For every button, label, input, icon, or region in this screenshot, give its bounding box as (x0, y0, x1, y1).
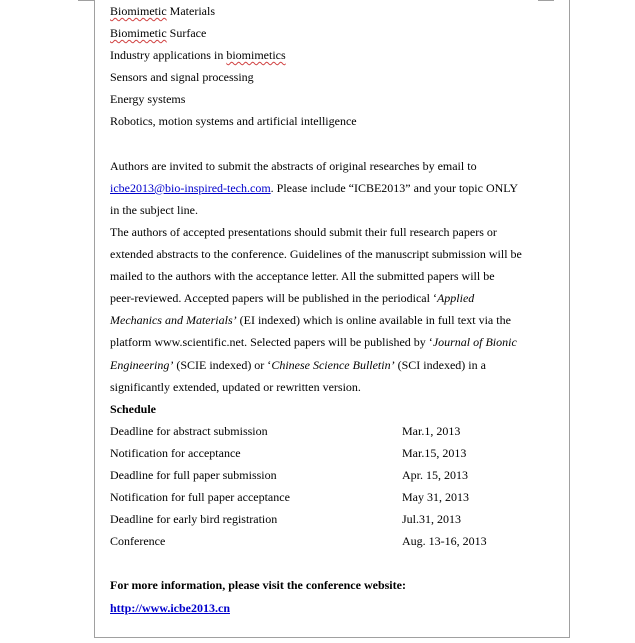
schedule-heading: Schedule (110, 401, 157, 416)
journal-title-italic: Applied (436, 291, 475, 306)
journal-title-italic: Chinese Science Bulletin’ (271, 357, 395, 372)
schedule-row (110, 530, 560, 552)
schedule-row (110, 508, 560, 530)
submission-text: peer-reviewed. Accepted papers will be published in the periodical ‘ (110, 291, 437, 306)
submission-line-4 (110, 287, 560, 309)
topic-text: Surface (166, 26, 207, 41)
schedule-label: Deadline for abstract submission (110, 423, 268, 438)
schedule-row (110, 420, 560, 442)
schedule-label: Conference (110, 534, 166, 549)
submission-line-2: extended abstracts to the conference. Guidelines of the manuscript submission will be (110, 247, 522, 262)
topic-text: Materials (166, 4, 215, 18)
invite-line-2 (110, 177, 560, 199)
schedule-date: May 31, 2013 (402, 490, 469, 505)
schedule-row (110, 464, 560, 486)
journal-title-italic: Mechanics and Materials’ (110, 313, 237, 328)
website-link[interactable]: http://www.icbe2013.cn (110, 600, 230, 615)
schedule-label: Notification for acceptance (110, 445, 241, 460)
topic-robotics: Robotics, motion systems and artificial intelligence (110, 114, 357, 129)
schedule-date: Mar.1, 2013 (402, 423, 461, 438)
schedule-date: Apr. 15, 2013 (402, 467, 468, 482)
page-corner-mark-left (78, 0, 94, 1)
invite-text: . Please include “ICBE2013” and your topic ONLY (270, 180, 519, 195)
submission-line-3: mailed to the authors with the acceptance letter. All the submitted papers will be (110, 269, 495, 284)
email-link[interactable]: icbe2013@bio-inspired-tech.com (110, 180, 271, 195)
schedule-label: Deadline for full paper submission (110, 467, 277, 482)
topic-text: Industry applications in (110, 48, 227, 63)
journal-title-italic: Journal of Bionic (432, 335, 517, 350)
schedule-row (110, 442, 560, 464)
topic-industry-applications (110, 44, 560, 66)
spellcheck-word: Biomimetic (110, 4, 167, 18)
topic-energy-systems: Energy systems (110, 92, 186, 107)
submission-line-6 (110, 331, 560, 353)
submission-text: platform www.scientific.net. Selected papers will be published by ‘ (110, 335, 433, 350)
schedule-date: Aug. 13-16, 2013 (402, 534, 487, 549)
submission-line-5 (110, 309, 560, 331)
schedule-label: Deadline for early bird registration (110, 512, 278, 527)
schedule-label: Notification for full paper acceptance (110, 490, 290, 505)
topic-biomimetic-materials (110, 0, 560, 22)
schedule-date: Jul.31, 2013 (402, 512, 462, 527)
topic-sensors: Sensors and signal processing (110, 70, 254, 85)
schedule-date: Mar.15, 2013 (402, 445, 467, 460)
website-line (110, 597, 560, 619)
invite-line-3: in the subject line. (110, 202, 198, 217)
spellcheck-word: biomimetics (226, 48, 286, 63)
more-info-text: For more information, please visit the conference website: (110, 578, 406, 593)
spellcheck-word: Biomimetic (110, 26, 167, 41)
blank-line (110, 552, 560, 574)
submission-text: (SCI indexed) in a (394, 357, 486, 372)
invite-line-1: Authors are invited to submit the abstracts of original researches by email to (110, 158, 477, 173)
submission-text: (SCIE indexed) or ‘ (173, 357, 272, 372)
submission-line-1: The authors of accepted presentations should submit their full research papers or (110, 224, 497, 239)
schedule-row (110, 486, 560, 508)
submission-line-8: significantly extended, updated or rewritten version. (110, 379, 361, 394)
submission-line-7 (110, 354, 560, 376)
document-body[interactable] (110, 0, 560, 619)
submission-text: (EI indexed) which is online available in full text via the (236, 313, 511, 328)
topic-biomimetic-surface (110, 22, 560, 44)
blank-line (110, 133, 560, 155)
journal-title-italic: Engineering’ (110, 357, 174, 372)
